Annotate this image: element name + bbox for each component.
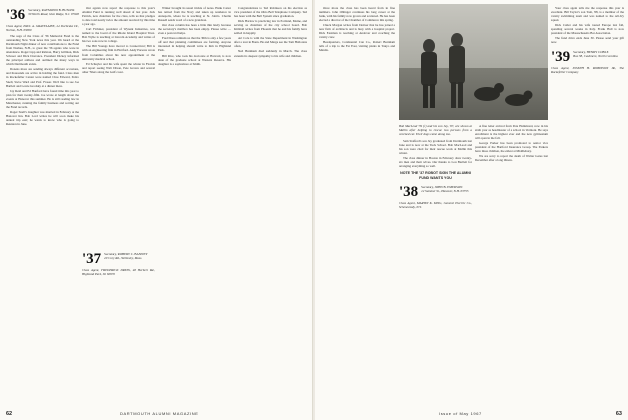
right-column-1-text xyxy=(319,6,395,53)
class-38-address: 12 Summer St., Hanover, N.H. 03755 xyxy=(421,188,469,193)
left-column-4 xyxy=(234,6,307,401)
column-paragraph: The Bill Youngs have moved to Connecticut; Bill is with an engineering firm in Hartford. Andy Parsons wrote from Columbus about his new appointment at the university medical school. xyxy=(82,44,155,61)
column-paragraph: Our class column has been a little thin lately because the secretary's mailbox has been empty. Please write — even a postcard helps. xyxy=(158,23,231,36)
column-paragraph: Once more the class has been heard from in fine numbers. John Oblinger continues his long career at the bank, with his family now grown and scattered. He has been elected a director of the Chamber of Commerce this spring. xyxy=(319,6,395,23)
left-page-footer: DARTMOUTH ALUMNI MAGAZINE xyxy=(120,411,199,416)
class-38-secretary: Secretary, JOHN B. EMERSON xyxy=(421,184,463,189)
column-paragraph: The fund drive ends June 30. Please send your gift now. xyxy=(551,36,624,45)
column-paragraph: Our agents now report the response to this year's Alumni Fund is running well ahead of last year. Jack Patrick, new chairman for the class, tells us that pledges to date total nearly twice the amount received by this time a year ago. xyxy=(82,6,155,27)
right-column-3-text xyxy=(475,124,548,162)
class-37-year: '37 xyxy=(82,251,102,267)
dogs-photo xyxy=(399,4,548,120)
right-column-1 xyxy=(319,6,395,401)
left-column-3-text xyxy=(158,6,231,66)
left-column-1-text xyxy=(6,34,79,126)
left-column-3 xyxy=(158,6,231,401)
column-paragraph: George Parker has been promoted to senior vice president of the Hartford Insurance Group. The Parkers have three children, the eldest at Middlebury. xyxy=(475,141,548,154)
left-page-number: 62 xyxy=(6,411,13,417)
column-paragraph: Sam Stafford's son Jay graduated from Dartmouth last June and is now at the Tuck School. Bob MacLeod and his son were cited for their rescue work at Mallin this winter. xyxy=(399,139,472,156)
column-paragraph: Headquarters, Continental Can Co., Robert Burnham tells of a trip to the Far East, visiting plants in Tokyo and Manila. xyxy=(319,40,395,53)
class-37-agent: Class Agent, FREDERICK DRESS, 48 Herbert Rd., Highland Park, Ill. 60035 xyxy=(82,268,155,276)
class-38-year: '38 xyxy=(399,183,419,200)
left-column-1 xyxy=(6,6,79,401)
column-paragraph: The saga of the Class of '36 Memorial Fund is the outstanding New York news this year. We heard at the Dartmouth Night dinner of new contributions to the Fund from Nashua, N.H., to great the '36 agents who were in attendance. Roger Lipp and Ralston, Harry Gillman, Dick Schoser and Dick Dorrance. President Dickey informed the principal address and outlined the many ways in which Dartmouth exists. xyxy=(6,34,79,67)
left-page xyxy=(0,0,313,420)
class-36-heading xyxy=(6,8,79,22)
class-39-secretary: Secretary, HENRY COBLE xyxy=(573,50,609,55)
right-column-4-text xyxy=(551,6,624,44)
class-39-heading xyxy=(551,50,624,64)
column-paragraph: Ned Burnham died suddenly in March. The class extends its deepest sympathy to his wife and children. xyxy=(234,49,307,58)
column-paragraph: Dick Harlow is practicing law in Portland, Maine, and serving as chairman of the city school board. Bob Kimball writes from Phoenix that he and his family have settled in happily. xyxy=(234,19,307,36)
fund-pull-quote: NOTE THE '37 ROBOT SIGN THE ALUMNI FUND WANTS YOU xyxy=(400,171,471,180)
column-paragraph: We are sorry to report the death of Walter Gates last December after a long illness. xyxy=(475,154,548,163)
column-paragraph: Bill Rice, who took his doctorate at Harvard, is now dean of the graduate school at Western Reserve. His daughter is a sophomore at Smith. xyxy=(158,53,231,66)
class-39-address: Box 38, Cashmere, North Carolina xyxy=(573,54,618,59)
column-paragraph: The class dinner in Boston in February drew twenty-six men and their wives. Our thanks to Lou Bartlett for arranging everything so well. xyxy=(399,156,472,169)
right-page-number: 63 xyxy=(615,411,622,417)
class-36-year: '36 xyxy=(6,7,26,23)
class-37-address: 20 Cory Rd., Wellesley, Mass. xyxy=(104,256,143,260)
class-36-address: 30 Worth Road, Glen Ridge, N.J. 07028 xyxy=(28,12,79,16)
class-38-heading xyxy=(399,185,472,199)
right-column-4 xyxy=(551,6,624,401)
column-paragraph: Art Cole is with the State Department in Washington after a tour in Bonn. He and Marge see the Tom Hallorans often. xyxy=(234,36,307,49)
column-paragraph: Jay Reid and Ed Hanford have found time this year to plan for their twenty-fifth. Joe wrote at length about the events at Hanover this summer. He is still reading law in Manchester, running the family business and sorting out the Fund records. xyxy=(6,88,79,109)
column-paragraph: Carl Fichtner, president of Wynant Industries, was named to the board of the Rhode Island Hospital Trust. Bob Wylie is teaching at Lincoln Academy and writes of his two sons now in college. xyxy=(82,27,155,44)
right-page xyxy=(315,0,628,420)
photo-caption: Bob MacLeod '39 (r) and his son Jay, '67, are shown at Mallin after helping to rescue two persons from a wrecked car. Their dogs came along too. xyxy=(399,124,472,136)
class-36-secretary: Secretary, RAYMOND B. BUSLER xyxy=(28,8,75,12)
class-39-year: '39 xyxy=(551,49,571,66)
column-paragraph: Your class agent tells me the response this year is excellent. Bill Taylor's son Tom, '68, is a member of the varsity swimming team and was named to the All-Ivy squad. xyxy=(551,6,624,23)
right-column-2 xyxy=(399,124,472,402)
left-column-2-text xyxy=(82,6,155,74)
class-37-secretary: Secretary, ROBERT C. BANNEY xyxy=(104,252,148,256)
right-column-3 xyxy=(475,124,548,402)
class-36-agent: Class Agent, PAUL A. GRAVELAINE, 24 Dorbrake Dr., Norton, N.H. 03060 xyxy=(6,24,79,32)
class-37-block xyxy=(82,250,155,280)
column-paragraph: A fine letter arrived from Pete Hammond, now in his sixth year as headmaster of a school in Vermont. He says enrollment is the highest ever and the new gymnasium will open in the fall. xyxy=(475,124,548,141)
photo-figures xyxy=(399,4,548,120)
right-column-2-text xyxy=(399,139,472,168)
right-page-footer: Issue of May 1967 xyxy=(439,411,482,416)
column-paragraph: Chuck Morgan writes from Denver that he has joined a new firm of architects and is busy with a hospital project. Dick Eastman is teaching at Andover and coaching the varsity crew. xyxy=(319,23,395,40)
left-column-4-text xyxy=(234,6,307,58)
class-38-agent: Class Agent, MARTIN K. KING, General Electric Co., Schenectady, N.Y. xyxy=(399,200,472,209)
column-paragraph: Fred Dress reminds us that the 30th is only a few years off and that planning committees are forming. Anyone interested in helping should write to him in Highland Park. xyxy=(158,36,231,53)
column-paragraph: Dozens more are sending always different occasions, and thousands are active in holding the fund. Class men in Rockefeller Center were named Chas Edward, Pedro Snell, Steve Ward and Prof. Fraser. We'd like to see Joe Bartlett and Lewie Grodsky at a dinner there. xyxy=(6,67,79,88)
left-column-2 xyxy=(82,6,155,401)
class-39-agent: Class Agent, JOSEPH H. ROBINSON JR., The Rockefeller Company xyxy=(551,66,624,75)
column-paragraph: Ed Schuyler and his wife spent the winter in Florida and report seeing Walt Dixon, Pete Graves and several other '36ers along the Gulf coast. xyxy=(82,61,155,74)
column-paragraph: Congratulations to Ted Robinson on his election as vice president of the Ohio Bell Telephone Company. Ted has been with the Bell System since graduation. xyxy=(234,6,307,19)
column-paragraph: Winter brought its usual trickle of notes. Hank Carter has retired from the Navy and taken up residence in Annapolis, where he is teaching at St. John's. Charlie Russell sends word of a new grandson. xyxy=(158,6,231,23)
column-paragraph: Dick Cutler and his wife toured Europe last fall, spending several weeks in Italy. Frank Hall is now president of the Massachusetts Bar Association. xyxy=(551,23,624,36)
column-paragraph: Roger Snell's daughter was married in February at the Hanover Inn. Bob Lord writes he will soon make his annual trip east; he wants to know who is going to Reunion in June. xyxy=(6,109,79,126)
